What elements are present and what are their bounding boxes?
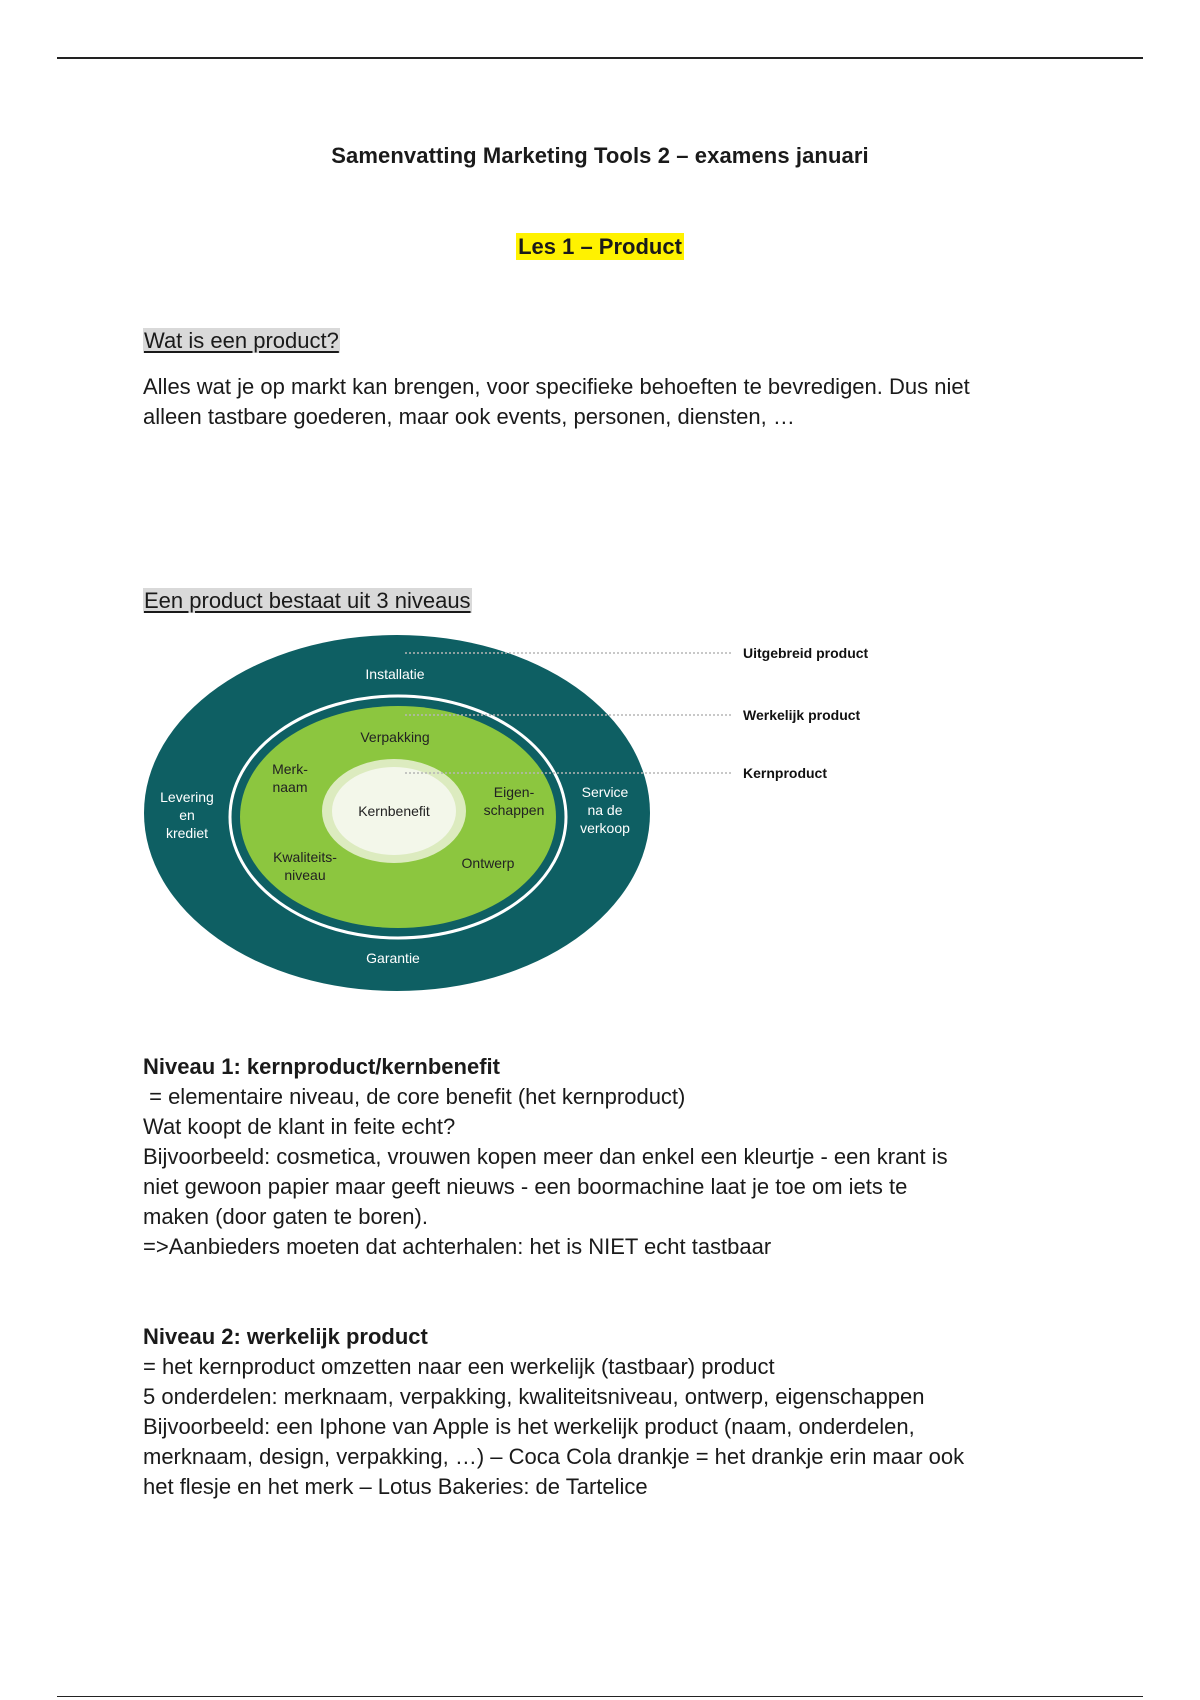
label-merknaam: Merk- bbox=[272, 761, 308, 777]
label-levering: Levering bbox=[160, 789, 214, 805]
niveau2-block bbox=[143, 1322, 1083, 1502]
label-kwaliteitsniveau: Kwaliteits- bbox=[273, 849, 337, 865]
label-levering-en: en bbox=[179, 807, 195, 823]
niveau1-line: Wat koopt de klant in feite echt? bbox=[143, 1114, 456, 1139]
niveau1-line: maken (door gaten te boren). bbox=[143, 1204, 428, 1229]
niveau2-line: Bijvoorbeeld: een Iphone van Apple is het werkelijk product (naam, onderdelen, bbox=[143, 1414, 915, 1439]
page-top-rule bbox=[57, 57, 1143, 59]
niveau1-line: Bijvoorbeeld: cosmetica, vrouwen kopen meer dan enkel een kleurtje - een krant is bbox=[143, 1144, 948, 1169]
section-heading-what bbox=[143, 328, 340, 354]
label-kwaliteitsniveau-2: niveau bbox=[284, 867, 326, 883]
product-levels-diagram bbox=[140, 630, 900, 1000]
niveau1-line: =>Aanbieders moeten dat achterhalen: het is NIET echt tastbaar bbox=[143, 1234, 772, 1259]
label-kernbenefit: Kernbenefit bbox=[358, 803, 430, 819]
label-levering-krediet: krediet bbox=[165, 825, 209, 841]
niveau2-line: merknaam, design, verpakking, …) – Coca Cola drankje = het drankje erin maar ook bbox=[143, 1444, 965, 1469]
niveau2-heading: Niveau 2: werkelijk product bbox=[143, 1324, 428, 1349]
label-merknaam-2: naam bbox=[272, 779, 308, 795]
label-eigenschappen: Eigen- bbox=[493, 784, 535, 800]
niveau2-line: het flesje en het merk – Lotus Bakeries: de Tartelice bbox=[143, 1474, 648, 1499]
label-garantie: Garantie bbox=[366, 950, 420, 966]
section-heading-levels bbox=[143, 588, 472, 614]
niveau2-line: = het kernproduct omzetten naar een werkelijk (tastbaar) product bbox=[143, 1354, 775, 1379]
page-bottom-rule bbox=[57, 1696, 1143, 1697]
niveau2-line: 5 onderdelen: merknaam, verpakking, kwaliteitsniveau, ontwerp, eigenschappen bbox=[143, 1384, 925, 1409]
label-service: Service bbox=[581, 784, 629, 800]
niveau1-heading: Niveau 1: kernproduct/kernbenefit bbox=[143, 1054, 500, 1079]
section-heading-levels-text: Een product bestaat uit 3 niveaus bbox=[144, 588, 471, 613]
section-heading-what-text: Wat is een product? bbox=[144, 328, 339, 353]
paragraph-line: alleen tastbare goederen, maar ook events, personen, diensten, … bbox=[143, 404, 795, 429]
label-ontwerp: Ontwerp bbox=[461, 855, 515, 871]
niveau1-line: = elementaire niveau, de core benefit (het kernproduct) bbox=[143, 1084, 686, 1109]
lesson-heading-text: Les 1 – Product bbox=[518, 234, 682, 259]
section-what-paragraph bbox=[143, 372, 1083, 432]
callout-kernproduct: Kernproduct bbox=[743, 765, 827, 781]
label-eigenschappen-2: schappen bbox=[483, 802, 545, 818]
lesson-heading bbox=[0, 234, 1200, 260]
callout-werkelijk-product: Werkelijk product bbox=[743, 707, 861, 723]
label-verpakking: Verpakking bbox=[360, 729, 430, 745]
document-title: Samenvatting Marketing Tools 2 – examens januari bbox=[331, 143, 869, 168]
niveau1-block bbox=[143, 1052, 1083, 1262]
niveau1-line: niet gewoon papier maar geeft nieuws - een boormachine laat je toe om iets te bbox=[143, 1174, 908, 1199]
label-service-na-de: na de bbox=[587, 802, 623, 818]
label-installatie: Installatie bbox=[365, 666, 425, 682]
label-service-verkoop: verkoop bbox=[580, 820, 630, 836]
callout-uitgebreid-product: Uitgebreid product bbox=[743, 645, 869, 661]
paragraph-line: Alles wat je op markt kan brengen, voor specifieke behoeften te bevredigen. Dus niet bbox=[143, 374, 970, 399]
